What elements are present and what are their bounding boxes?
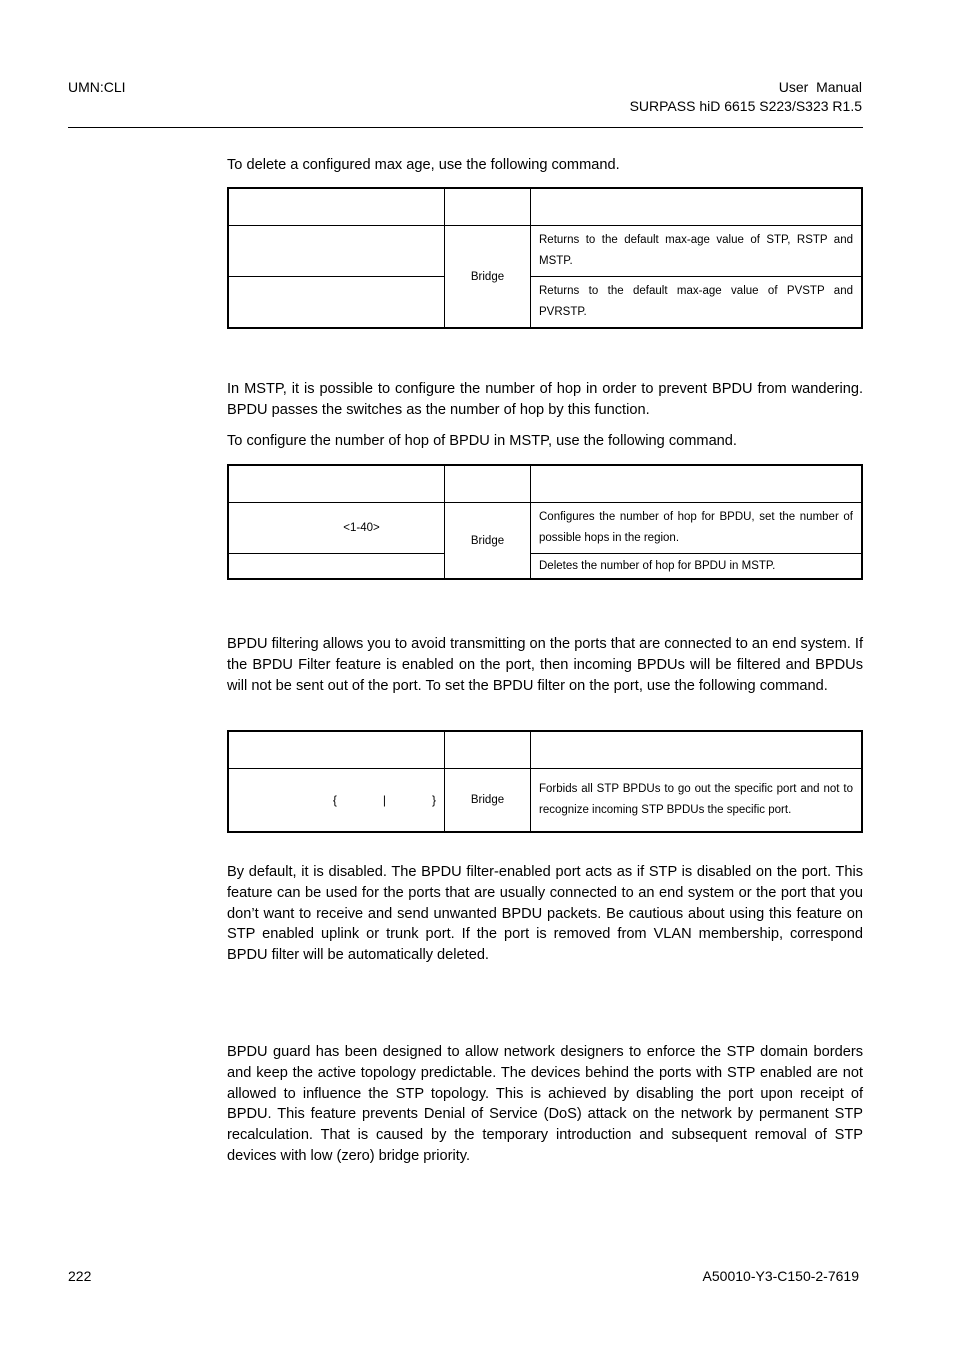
hop-range-param: <1-40>: [343, 522, 380, 534]
bpdu-filter-default-paragraph: By default, it is disabled. The BPDU filter-enabled port acts as if STP is disabled on the port. This feature can be used for the ports that are usually connected to an end system or the port that you don’t want to receive and send unwanted BPDU packets. Be cautious about using this feature on STP enabled uplink or trunk port. If the port is removed from VLAN membership, correspond BPDU filter will be automatically deleted.: [227, 864, 863, 964]
brace-open: {: [332, 793, 337, 807]
command-cell: [228, 554, 445, 580]
table-row: [228, 226, 862, 277]
table-header-cell: [531, 188, 863, 226]
brace-close: }: [431, 793, 436, 807]
bpdu-filter-paragraph: BPDU filtering allows you to avoid transmitting on the ports that are connected to an end system. If the BPDU Filter feature is enabled on the port, then incoming BPDUs will be filtered and BPDUs will not be sent out of the port. To set the BPDU filter on the port, use the following command.: [227, 636, 863, 694]
table-header-cell: [531, 731, 863, 769]
page-number: 222: [68, 1268, 92, 1284]
table-header-cell: [228, 465, 445, 503]
bpdu-guard-paragraph: BPDU guard has been designed to allow network designers to enforce the STP domain borders and keep the active topology predictable. The devices behind the ports with STP enabled are not allowed to influence the STP topology. This is achieved by disabling the port upon receipt of BPDU. This feature prevents Denial of Service (DoS) attack on the network by permanent STP recalculation. That is caused by the temporary introduction and subsequent removal of STP devices with low (zero) bridge priority.: [227, 1044, 863, 1164]
table-header-cell: [445, 465, 531, 503]
table-header-cell: [531, 465, 863, 503]
table-header-cell: [228, 731, 445, 769]
header-right: [630, 78, 862, 116]
hop-paragraph-1: In MSTP, it is possible to configure the number of hop in order to prevent BPDU from wandering. BPDU passes the switches as the number of hop by this function.: [227, 381, 863, 418]
table-header-row: [228, 188, 862, 226]
mode-cell: Bridge: [445, 769, 531, 833]
description-cell: Forbids all STP BPDUs to go out the specific port and not to recognize incoming STP BPDUs the specific port.: [531, 769, 863, 833]
max-age-delete-intro: To delete a configured max age, use the following command.: [227, 157, 620, 173]
hop-paragraph-2: To configure the number of hop of BPDU in MSTP, use the following command.: [227, 433, 737, 449]
table-header-cell: [445, 731, 531, 769]
command-cell: [228, 277, 445, 329]
table-header-cell: [228, 188, 445, 226]
table-row: [228, 769, 862, 833]
command-cell: [228, 503, 445, 554]
bpdu-filter-command-table: [227, 730, 863, 833]
header-left: UMN:CLI: [68, 79, 126, 95]
pipe-separator: |: [382, 793, 386, 807]
document-number: A50010-Y3-C150-2-7619: [702, 1268, 859, 1284]
table-row: [228, 277, 862, 329]
description-cell: Deletes the number of hop for BPDU in MSTP.: [531, 554, 863, 580]
mode-cell: Bridge: [445, 226, 531, 329]
command-cell: [228, 769, 445, 833]
description-cell: Returns to the default max-age value of PVSTP and PVRSTP.: [531, 277, 863, 329]
table-header-cell: [445, 188, 531, 226]
table-header-row: [228, 465, 862, 503]
header-product: SURPASS hiD 6615 S223/S323 R1.5: [629, 98, 862, 114]
table-header-row: [228, 731, 862, 769]
description-cell: Configures the number of hop for BPDU, set the number of possible hops in the region.: [531, 503, 863, 554]
max-age-command-table: [227, 187, 863, 329]
description-cell: Returns to the default max-age value of STP, RSTP and MSTP.: [531, 226, 863, 277]
header-rule: [68, 127, 863, 128]
header-title: User Manual: [778, 79, 862, 95]
mode-cell: Bridge: [445, 503, 531, 580]
command-cell: [228, 226, 445, 277]
table-row: [228, 554, 862, 580]
syntax-braces: [229, 793, 444, 807]
hop-command-table: [227, 464, 863, 580]
table-row: [228, 503, 862, 554]
